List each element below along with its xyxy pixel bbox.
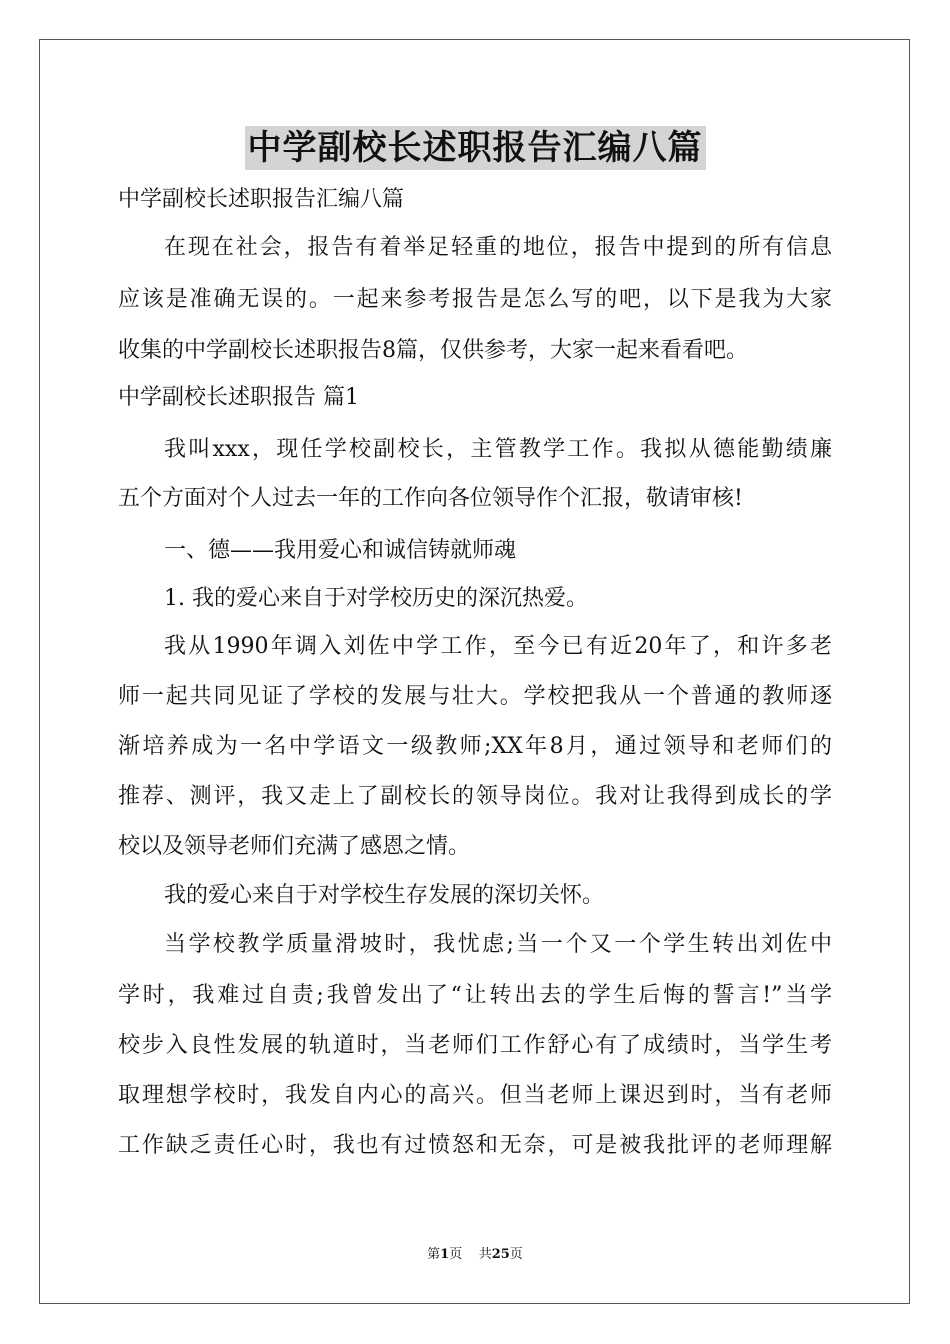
paragraph-line: 校步入良性发展的轨道时，当老师们工作舒心有了成绩时，当学生考 <box>118 1033 832 1058</box>
paragraph-line: 当学校教学质量滑坡时，我忧虑;当一个又一个学生转出刘佐中 <box>164 932 832 957</box>
total-pages-unit: 页 <box>509 1247 523 1262</box>
total-pages-prefix: 共 <box>478 1247 492 1262</box>
paragraph-line: 五个方面对个人过去一年的工作向各位领导作个汇报，敬请审核! <box>118 486 743 511</box>
document-subtitle: 中学副校长述职报告汇编八篇 <box>118 187 405 212</box>
paragraph-line: 渐培养成为一名中学语文一级教师;XX年8月，通过领导和老师们的 <box>118 734 832 759</box>
page-border <box>39 39 910 1304</box>
numbered-item: 1. 我的爱心来自于对学校历史的深沉热爱。 <box>164 586 588 611</box>
paragraph-line: 收集的中学副校长述职报告8篇，仅供参考，大家一起来看看吧。 <box>118 338 748 363</box>
total-pages: 25 <box>491 1247 510 1262</box>
page-number: 1 <box>440 1247 450 1262</box>
paragraph-line: 取理想学校时，我发自内心的高兴。但当老师上课迟到时，当有老师 <box>118 1083 832 1108</box>
paragraph-line: 校以及领导老师们充满了感恩之情。 <box>118 834 471 859</box>
page-number-unit: 页 <box>449 1247 463 1262</box>
paragraph-line: 我叫xxx，现任学校副校长，主管教学工作。我拟从德能勤绩廉 <box>164 437 832 462</box>
section-heading: 中学副校长述职报告 篇1 <box>118 385 359 410</box>
page-number-prefix: 第 <box>427 1247 441 1262</box>
paragraph-line: 我从1990年调入刘佐中学工作，至今已有近20年了，和许多老 <box>164 634 832 659</box>
subsection-heading: 一、德——我用爱心和诚信铸就师魂 <box>164 538 517 563</box>
paragraph-line: 学时，我难过自责;我曾发出了“让转出去的学生后悔的誓言!”当学 <box>118 983 832 1008</box>
paragraph-line: 我的爱心来自于对学校生存发展的深切关怀。 <box>164 883 605 908</box>
paragraph-line: 师一起共同见证了学校的发展与壮大。学校把我从一个普通的教师逐 <box>118 684 832 709</box>
page-footer <box>0 1246 950 1264</box>
document-title-wrapper <box>0 126 950 176</box>
paragraph-line: 推荐、测评，我又走上了副校长的领导岗位。我对让我得到成长的学 <box>118 784 832 809</box>
document-title: 中学副校长述职报告汇编八篇 <box>245 126 706 170</box>
paragraph-line: 应该是准确无误的。一起来参考报告是怎么写的吧，以下是我为大家 <box>118 287 832 312</box>
paragraph-line: 工作缺乏责任心时，我也有过愤怒和无奈，可是被我批评的老师理解 <box>118 1133 832 1158</box>
paragraph-line: 在现在社会，报告有着举足轻重的地位，报告中提到的所有信息 <box>164 235 832 260</box>
